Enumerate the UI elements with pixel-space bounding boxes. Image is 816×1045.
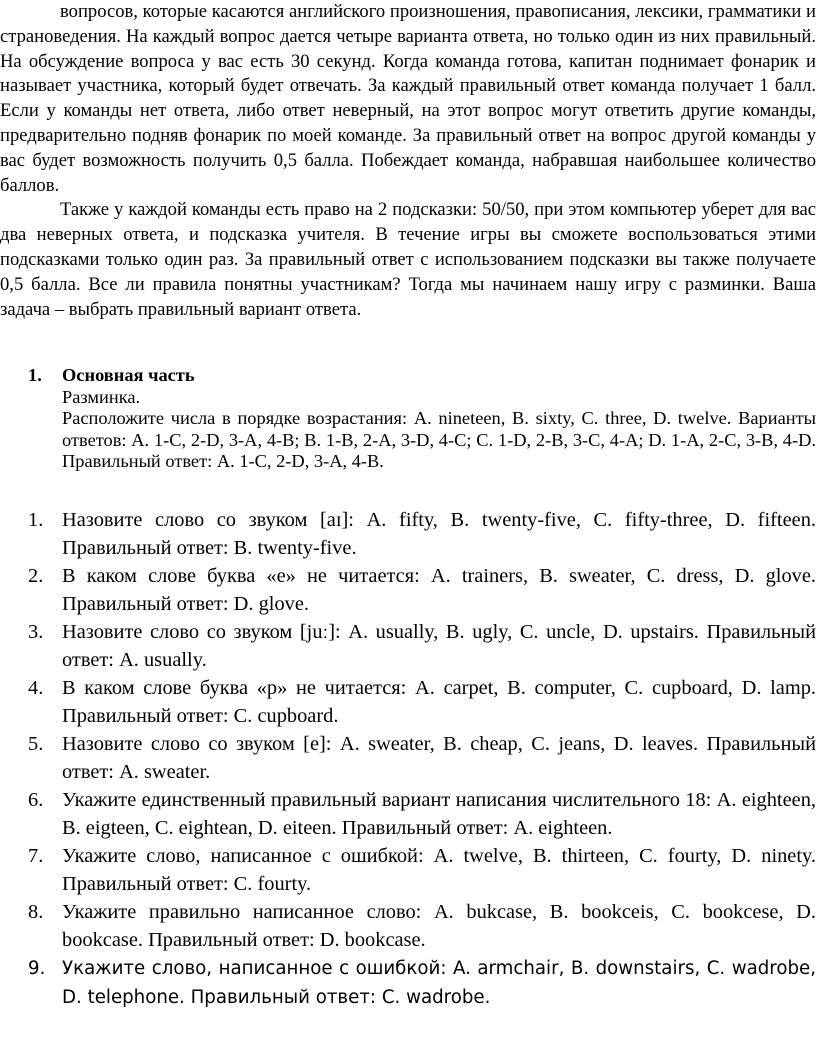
question-number: 7. (28, 845, 44, 867)
question-text: Назовите слово со звуком [aɪ]: A. fifty, B. twenty-five, C. fifty-three, D. fifteen. Правильный ответ: B. twenty-five. (62, 509, 816, 559)
question-number: 8. (28, 901, 44, 923)
section-number: 1. (28, 365, 42, 385)
question-list (0, 506, 816, 1012)
section-subtitle: Разминка. (62, 386, 141, 407)
question-text: Укажите правильно написанное слово: A. bukcase, B. bookceis, C. bookcese, D. bookcase. Правильный ответ: D. bookcase. (62, 901, 816, 951)
section-title: Основная часть (62, 365, 195, 385)
question-number: 1. (28, 509, 44, 531)
question-item (0, 842, 816, 898)
question-item (0, 730, 816, 786)
warmup-task: Расположите числа в порядке возрастания: A. nineteen, B. sixty, C. three, D. twelve. Варианты ответов: A. 1-C, 2-D, 3-A, 4-B; B. 1-B, 2-A, 3-D, 4-C; C. 1-D, 2-B, 3-C, 4-A; D. 1-A, 2-C, 3-B, 4-D. Правильный ответ: A. 1-C, 2-D, 3-A, 4-B. (62, 408, 816, 471)
question-number: 4. (28, 677, 44, 699)
question-text: Назовите слово со звуком [e]: A. sweater, B. cheap, C. jeans, D. leaves. Правильный ответ: A. sweater. (62, 733, 816, 783)
question-text: Укажите слово, написанное с ошибкой: A. twelve, B. thirteen, C. fourty, D. ninety. Правильный ответ: C. fourty. (62, 845, 816, 895)
question-number: 3. (28, 621, 44, 643)
question-text: В каком слове буква «e» не читается: A. trainers, B. sweater, C. dress, D. glove. Правильный ответ: D. glove. (62, 565, 816, 615)
question-text: Укажите единственный правильный вариант написания числительного 18: A. eighteen, B. eigteen, C. eightean, D. eiteen. Правильный ответ: A. eighteen. (62, 789, 816, 839)
question-text: Укажите слово, написанное с ошибкой: A. armchair, B. downstairs, C. wadrobe, D. telephone. Правильный ответ: C. wadrobe. (62, 958, 816, 1008)
question-number: 9. (28, 958, 46, 979)
question-item (0, 898, 816, 954)
question-number: 6. (28, 789, 44, 811)
section-heading (28, 365, 816, 387)
question-text: В каком слове буква «p» не читается: A. carpet, B. computer, C. cupboard, D. lamp. Правильный ответ: C. cupboard. (62, 677, 816, 727)
question-item (0, 954, 816, 1012)
question-number: 2. (28, 565, 44, 587)
question-item (0, 506, 816, 562)
question-number: 5. (28, 733, 44, 755)
intro-paragraph: вопросов, которые касаются английского произношения, правописания, лексики, грамматики и страноведения. На каждый вопрос дается четыре варианта ответа, но только один из них правильный. На обсуждение вопроса у вас есть 30 секунд. Когда команда готова, капитан поднимает фонарик и называет участника, который будет отвечать. За каждый правильный ответ команда получает 1 балл. Если у команды нет ответа, либо ответ неверный, на этот вопрос могут ответить другие команды, предварительно подняв фонарик по моей команде. За правильный ответ на вопрос другой команды у вас будет возможность получить 0,5 балла. Побеждает команда, набравшая наибольшее количество баллов. (0, 1, 816, 196)
question-text: Назовите слово со звуком [juː]: A. usually, B. ugly, C. uncle, D. upstairs. Правильный ответ: A. usually. (62, 621, 816, 671)
question-item (0, 618, 816, 674)
intro-paragraph: Также у каждой команды есть право на 2 подсказки: 50/50, при этом компьютер уберет для вас два неверных ответа, и подсказка учителя. В течение игры вы сможете воспользоваться этими подсказками только один раз. За правильный ответ с использованием подсказки вы также получаете 0,5 балла. Все ли правила понятны участникам? Тогда мы начинаем нашу игру с разминки. Ваша задача – выбрать правильный вариант ответа. (0, 199, 816, 320)
question-item (0, 786, 816, 842)
intro-text (0, 0, 816, 322)
question-item (0, 674, 816, 730)
main-section (28, 365, 816, 473)
question-item (0, 562, 816, 618)
